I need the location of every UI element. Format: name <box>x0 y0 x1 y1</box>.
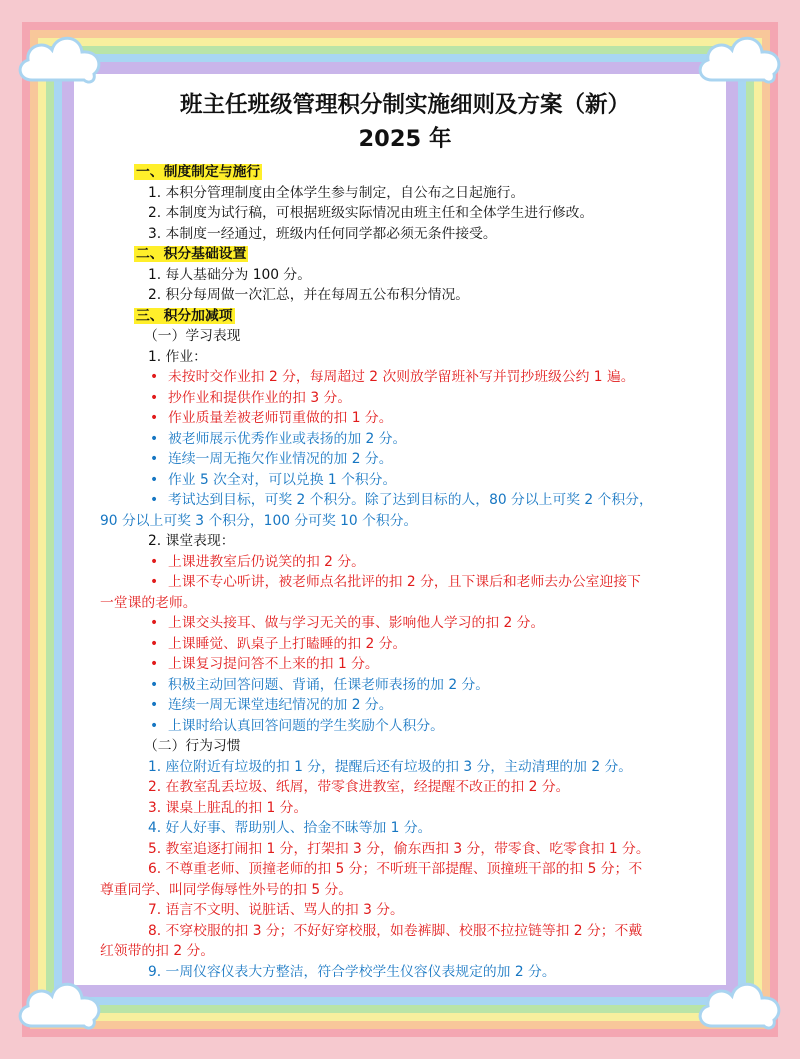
list-item-award-continued: 90 分以上可奖 3 个积分，100 分可奖 10 个积分。 <box>100 512 418 529</box>
cloud-icon <box>694 26 786 90</box>
list-item-award: 4. 好人好事、帮助别人、拾金不昧等加 1 分。 <box>148 820 432 836</box>
section-heading: 三、积分加减项 <box>136 307 233 324</box>
subsection-heading: （一）学习表现 <box>144 328 241 344</box>
list-item-deduct: 5. 教室追逐打闹扣 1 分，打架扣 3 分，偷东西扣 3 分，带零食、吃零食扣 1 分。 <box>148 840 650 857</box>
list-item-deduct: 8. 不穿校服的扣 3 分；不好好穿校服，如卷裤脚、校服不拉拉链等扣 2 分；不戴 <box>148 922 643 939</box>
list-item-award: 9. 一周仪容仪表大方整洁，符合学校学生仪容仪表规定的加 2 分。 <box>148 963 556 980</box>
list-item: 2. 积分每周做一次汇总，并在每周五公布积分情况。 <box>148 287 470 303</box>
list-item-deduct-continued: 尊重同学、叫同学侮辱性外号的扣 5 分。 <box>100 881 353 898</box>
list-item-deduct-continued: 红领带的扣 2 分。 <box>100 943 215 959</box>
list-item-deduct: 6. 不尊重老师、顶撞老师的扣 5 分；不听班干部提醒、顶撞班干部的扣 5 分；不 <box>148 861 643 877</box>
list-item-deduct: • 抄作业和提供作业的扣 3 分。 <box>150 389 352 406</box>
list-item-award: • 积极主动回答问题、背诵，任课老师表扬的加 2 分。 <box>150 676 490 693</box>
cloud-icon <box>14 972 106 1036</box>
list-item: 1. 每人基础分为 100 分。 <box>148 266 312 283</box>
list-item-deduct-continued: 一堂课的老师。 <box>100 594 197 611</box>
list-item-award: • 连续一周无拖欠作业情况的加 2 分。 <box>150 451 393 467</box>
title-line-2: 2025 年 <box>358 126 452 152</box>
cloud-icon <box>14 26 106 90</box>
list-item-award: • 上课时给认真回答问题的学生奖励个人积分。 <box>150 717 444 734</box>
page-title <box>100 88 710 156</box>
list-item-deduct: • 上课进教室后仍说笑的扣 2 分。 <box>150 553 365 570</box>
list-item-award: 1. 座位附近有垃圾的扣 1 分，提醒后还有垃圾的扣 3 分，主动清理的加 2 分。 <box>148 758 633 775</box>
subsection-heading: （二）行为习惯 <box>144 738 241 754</box>
list-item-deduct: • 上课睡觉、趴桌子上打瞌睡的扣 2 分。 <box>150 635 407 652</box>
list-item-deduct: 7. 语言不文明、说脏话、骂人的扣 3 分。 <box>148 902 404 918</box>
list-item: 3. 本制度一经通过，班级内任何同学都必须无条件接受。 <box>148 225 497 242</box>
list-item: 2. 本制度为试行稿，可根据班级实际情况由班主任和全体学生进行修改。 <box>148 205 594 221</box>
section-heading: 一、制度制定与施行 <box>136 164 261 180</box>
list-item-award: • 作业 5 次全对，可以兑换 1 个积分。 <box>150 471 397 488</box>
list-item-deduct: • 作业质量差被老师罚重做的扣 1 分。 <box>150 410 393 426</box>
list-item-deduct: • 上课交头接耳、做与学习无关的事、影响他人学习的扣 2 分。 <box>150 615 545 631</box>
document-content <box>100 88 710 982</box>
list-item-deduct: • 上课不专心听讲，被老师点名批评的扣 2 分，且下课后和老师去办公室迎接下 <box>150 574 641 590</box>
list-item-deduct: • 上课复习提问答不上来的扣 1 分。 <box>150 656 379 672</box>
list-item-deduct: 2. 在教室乱丢垃圾、纸屑，带零食进教室，经提醒不改正的扣 2 分。 <box>148 779 570 795</box>
list-item-award: • 被老师展示优秀作业或表扬的加 2 分。 <box>150 430 407 447</box>
list-item-award: • 连续一周无课堂违纪情况的加 2 分。 <box>150 697 393 713</box>
list-item-deduct: 3. 课桌上脏乱的扣 1 分。 <box>148 799 308 816</box>
item-heading: 1. 作业： <box>148 348 207 365</box>
list-item-award: • 考试达到目标，可奖 2 个积分。除了达到目标的人，80 分以上可奖 2 个积分， <box>150 492 653 508</box>
item-heading: 2. 课堂表现： <box>148 533 235 549</box>
list-item: 1. 本积分管理制度由全体学生参与制定，自公布之日起施行。 <box>148 184 525 201</box>
section-heading: 二、积分基础设置 <box>136 246 247 262</box>
list-item-deduct: • 未按时交作业扣 2 分，每周超过 2 次则放学留班补写并罚抄班级公约 1 遍。 <box>150 369 635 385</box>
title-line-1: 班主任班级管理积分制实施细则及方案（新） <box>179 92 630 118</box>
